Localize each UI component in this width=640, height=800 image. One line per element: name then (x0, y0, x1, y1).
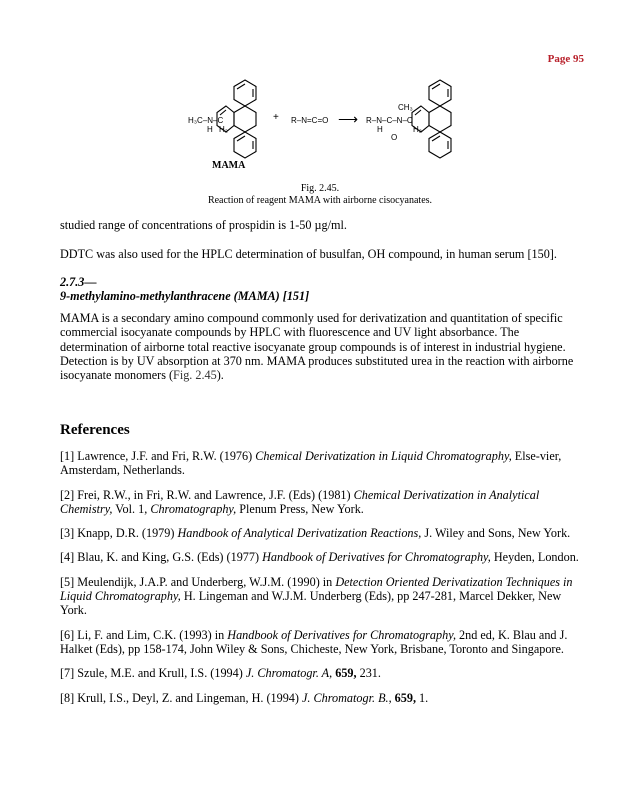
reference-item: [2] Frei, R.W., in Fri, R.W. and Lawrence, J.F. (Eds) (1981) Chemical Derivatization in Analytical Chemistry, Vol. 1, Chromatography, Plenum Press, New York. (60, 487, 540, 516)
reagent-h2: H₂ (219, 125, 228, 134)
reference-item: [1] Lawrence, J.F. and Fri, R.W. (1976) Chemical Derivatization in Liquid Chromatography, Else-vier, Amsterdam, Netherlands. (60, 449, 562, 478)
references-heading: References (60, 422, 130, 438)
reference-item: [7] Szule, M.E. and Krull, I.S. (1994) J. Chromatogr. A, 659, 231. (60, 666, 381, 681)
figure-link[interactable]: Fig. 2.45 (173, 368, 217, 383)
mama-text: MAMA is a secondary amino compound commonly used for derivatization and quantitation of specific commercial isocyanate compounds by HPLC with fluorescence and UV light absorbance. The determination of airborne total reactive isocyanate group compounds is of interest in industrial hygiene. Detection is by UV absorption at 370 nm. MAMA produces substituted urea in the reaction with airborne isocyanate monomers ( (60, 311, 574, 383)
section-number: 2.7.3— (60, 275, 97, 289)
section-title: 9-methylamino-methylanthracene (MAMA) [151] (60, 289, 310, 304)
product-o: O (391, 133, 398, 142)
mama-label: MAMA (212, 160, 246, 171)
product-h2: H₂ (413, 125, 422, 134)
reagent-h: H (207, 125, 213, 134)
section-heading (60, 275, 582, 304)
anthracene-right-structure (412, 80, 451, 158)
mama-reaction-scheme (0, 76, 640, 176)
paragraph-mama (60, 311, 582, 382)
reagent-formula: H₃C–N–C (188, 116, 224, 125)
reference-item: [3] Knapp, D.R. (1979) Handbook of Analytical Derivatization Reactions, J. Wiley and Sons, New York. (60, 526, 571, 541)
figure-caption-text: Reaction of reagent MAMA with airborne cisocyanates. (207, 195, 433, 206)
reference-item: [6] Li, F. and Lim, C.K. (1993) in Handbook of Derivatives for Chromatography, 2nd ed, K. Blau and J. Halket (Eds), pp 158-174, John Wiley & Sons, Chicheste, New York, Brisbane, Toronto and Singapore. (60, 627, 568, 656)
page-number: Page 95 (547, 53, 584, 65)
isocyanate-formula: R–N=C=O (291, 116, 329, 125)
plus-sign: + (273, 112, 279, 123)
figure-caption (0, 183, 640, 207)
figure-number: Fig. 2.45. (300, 183, 340, 194)
reference-item: [4] Blau, K. and King, G.S. (Eds) (1977) Handbook of Derivatives for Chromatography, Heyden, London. (60, 550, 579, 565)
reference-item: [5] Meulendijk, J.A.P. and Underberg, W.J.M. (1990) in Detection Oriented Derivatization Techniques in Liquid Chromatography, H. Lingeman and W.J.M. Underberg (Eds), pp 247-281, Marcel Dekker, New York. (60, 574, 573, 618)
reaction-arrow: ⟶ (338, 111, 359, 127)
mama-text-end: ). (216, 368, 224, 383)
reference-item: [8] Krull, I.S., Deyl, Z. and Lingeman, H. (1994) J. Chromatogr. B., 659, 1. (60, 690, 429, 705)
references-list (60, 449, 582, 715)
product-formula: R–N–C–N–C (366, 116, 413, 125)
product-h: H (377, 125, 383, 134)
paragraph-prospidin: studied range of concentrations of prospidin is 1-50 µg/ml. (60, 218, 347, 232)
paragraph-ddtc: DDTC was also used for the HPLC determination of busulfan, OH compound, in human serum [150]. (60, 247, 557, 261)
product-ch3: CH₃ (398, 103, 413, 112)
